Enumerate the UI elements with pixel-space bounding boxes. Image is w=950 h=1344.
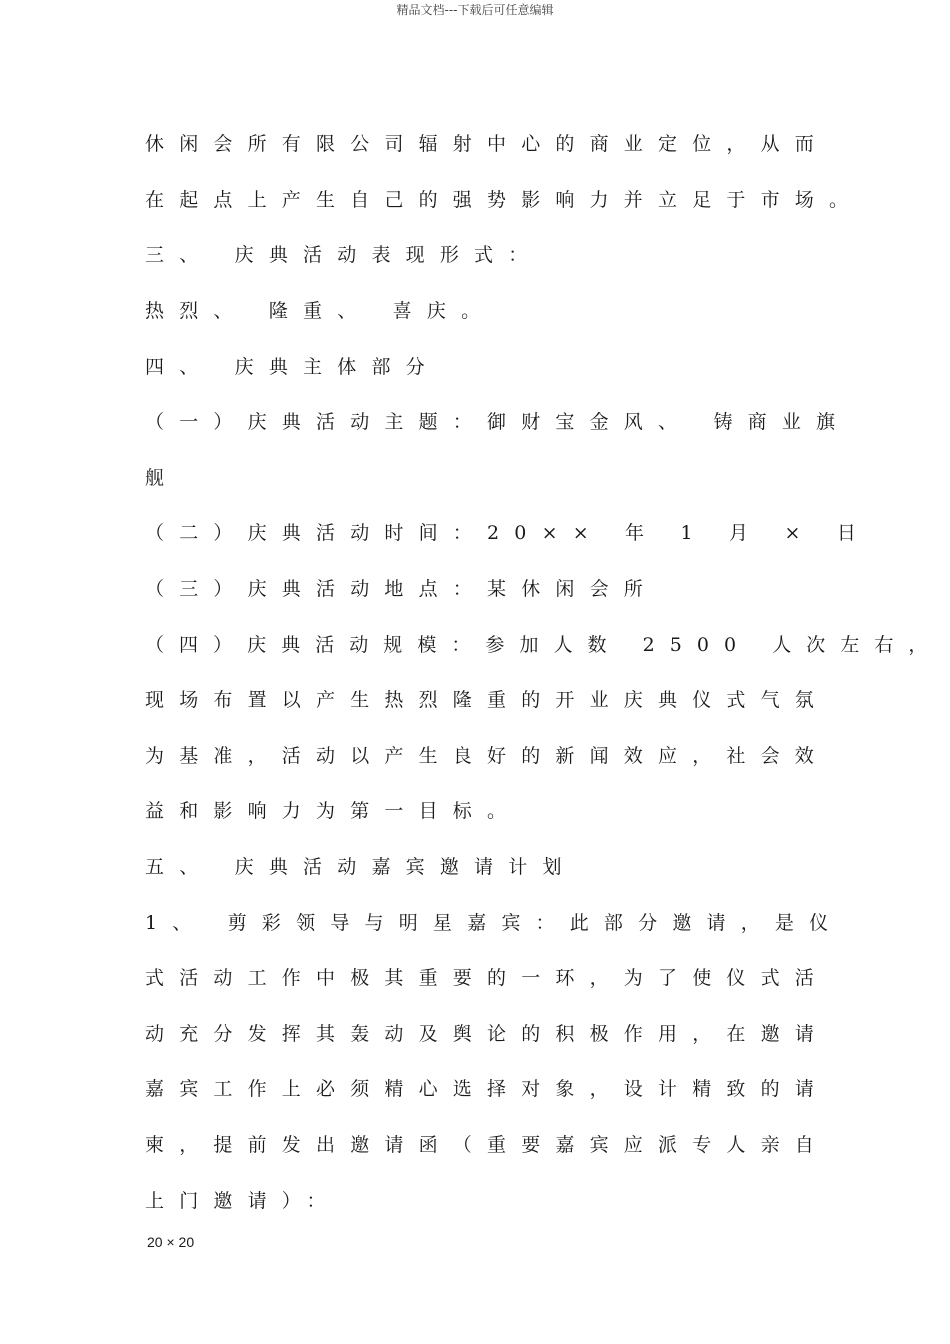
text-line: 动充分发挥其轰动及舆论的积极作用，在邀请 xyxy=(145,1023,830,1045)
text-line: 嘉宾工作上必须精心选择对象，设计精致的请 xyxy=(145,1078,830,1100)
text-line: 为基准，活动以产生良好的新闻效应，社会效 xyxy=(145,745,830,767)
text-line: 休闲会所有限公司辐射中心的商业定位，从而 xyxy=(145,133,830,155)
text-line: （三）庆典活动地点：某休闲会所 xyxy=(145,578,659,600)
text-line: （二）庆典活动时间：20×× 年 1 月 × 日 xyxy=(145,522,872,544)
grid-size-note: 20 × 20 xyxy=(147,1234,195,1250)
section-heading: 四、 庆典主体部分 xyxy=(145,356,440,378)
text-line: （一）庆典活动主题：御财宝金风、 铸商业旗 xyxy=(145,411,851,433)
text-line: 现场布置以产生热烈隆重的开业庆典仪式气氛 xyxy=(145,689,830,711)
section-heading: 五、 庆典活动嘉宾邀请计划 xyxy=(145,856,577,878)
text-line: 柬，提前发出邀请函（重要嘉宾应派专人亲自 xyxy=(145,1134,830,1156)
text-line: 益和影响力为第一目标。 xyxy=(145,800,522,822)
section-heading: 三、 庆典活动表现形式： xyxy=(145,244,543,266)
text-line: （四）庆典活动规模：参加人数 2500 人次左右， xyxy=(145,634,943,656)
text-line: 式活动工作中极其重要的一环，为了使仪式活 xyxy=(145,967,830,989)
text-line: 1、 剪彩领导与明星嘉宾：此部分邀请，是仪 xyxy=(145,912,844,934)
text-line: 在起点上产生自己的强势影响力并立足于市场。 xyxy=(145,189,864,211)
text-line: 上门邀请）： xyxy=(145,1190,341,1212)
text-line: 舰 xyxy=(145,467,180,489)
page-header: 精品文档---下载后可任意编辑 xyxy=(396,3,554,17)
text-line: 热烈、 隆重、 喜庆。 xyxy=(145,300,496,322)
